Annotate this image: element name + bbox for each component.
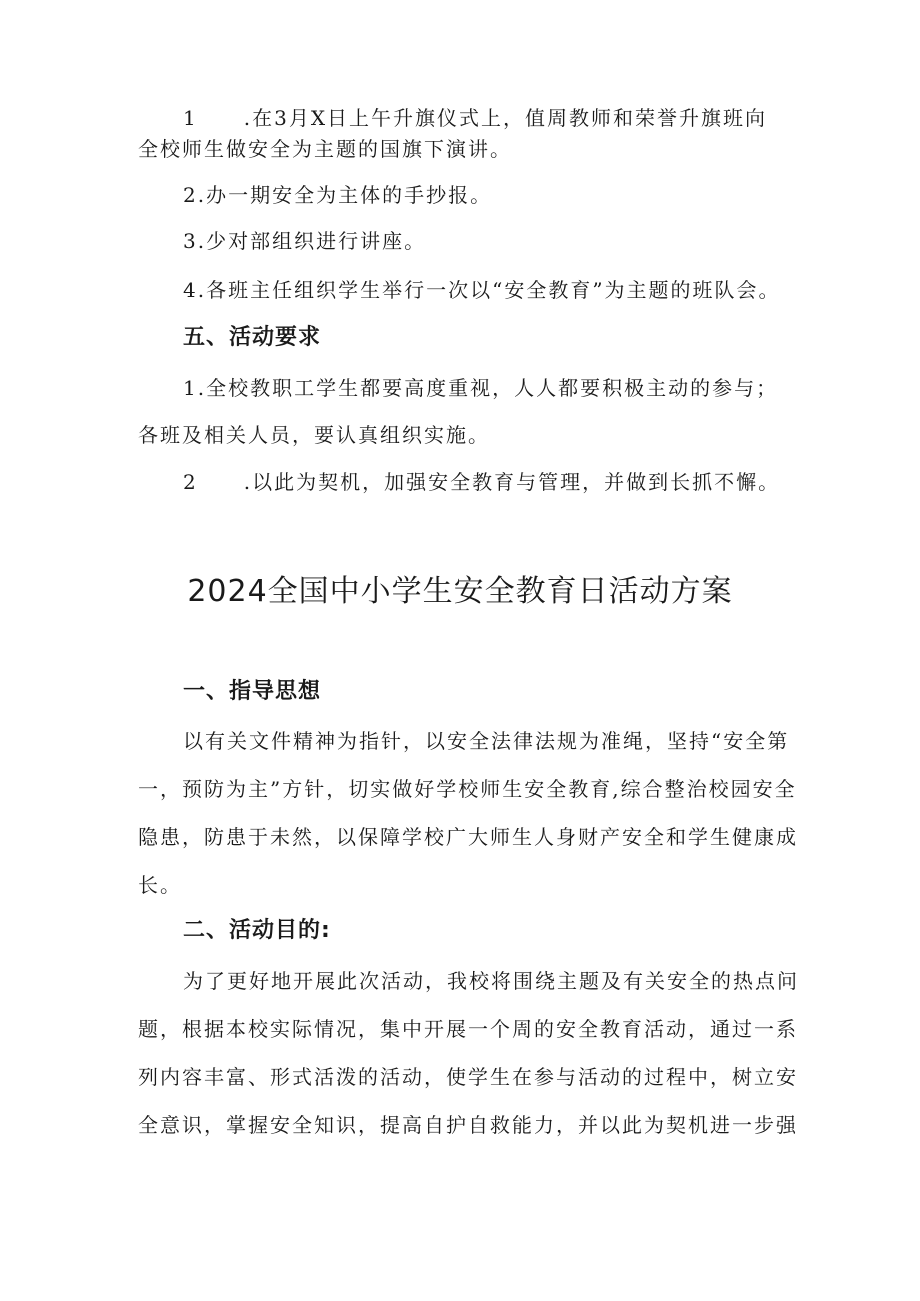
- paragraph-line: 以有关文件精神为指针，以安全法律法规为准绳，坚持“安全第: [183, 729, 790, 753]
- list-number: 2: [183, 183, 198, 207]
- list-text: .以此为契机，加强安全教育与管理，并做到长抓不懈。: [243, 470, 781, 494]
- list-text: .各班主任组织学生举行一次以“安全教育”为主题的班队会。: [197, 278, 781, 302]
- list-number: 2: [183, 470, 198, 494]
- paragraph-line: 全意识，掌握安全知识，提高自护自救能力，并以此为契机进一步强: [138, 1113, 798, 1137]
- paragraph-line: 为了更好地开展此次活动，我校将围绕主题及有关安全的热点问: [183, 969, 799, 993]
- list-item-2: [183, 183, 843, 207]
- list-text: .少对部组织进行讲座。: [197, 229, 427, 253]
- list-text: .办一期安全为主体的手抄报。: [197, 183, 493, 207]
- list-item-3: [183, 229, 843, 253]
- list-text: .在3月X日上午升旗仪式上，值周教师和荣誉升旗班向: [243, 106, 768, 130]
- section-heading-five: 五、活动要求: [183, 325, 322, 350]
- list-item-4: [183, 278, 843, 302]
- requirement-item-2: [183, 470, 843, 494]
- list-number: 4: [183, 278, 198, 302]
- list-text: .全校教职工学生都要高度重视，人人都要积极主动的参与；: [197, 376, 779, 400]
- paragraph-line: 一，预防为主”方针，切实做好学校师生安全教育,综合整治校园安全: [138, 777, 797, 801]
- paragraph-line: 隐患，防患于未然，以保障学校广大师生人身财产安全和学生健康成: [138, 825, 798, 849]
- list-number: 3: [183, 229, 198, 253]
- list-number: 1: [183, 376, 198, 400]
- paragraph-line: 长。: [138, 873, 182, 897]
- list-item-1-line-2: 全校师生做安全为主题的国旗下演讲。: [138, 137, 512, 161]
- requirement-item-1-line-1: [183, 376, 843, 400]
- section-heading-two: 二、活动目的:: [183, 918, 331, 943]
- list-item-1-line-1: [183, 106, 843, 130]
- list-number: 1: [183, 106, 198, 130]
- paragraph-line: 列内容丰富、形式活泼的活动，使学生在参与活动的过程中，树立安: [138, 1065, 798, 1089]
- section-heading-one: 一、指导思想: [183, 679, 322, 704]
- document-title: 2024全国中小学生安全教育日活动方案: [187, 574, 733, 609]
- paragraph-line: 题，根据本校实际情况，集中开展一个周的安全教育活动，通过一系: [138, 1017, 798, 1041]
- requirement-item-1-line-2: 各班及相关人员，要认真组织实施。: [138, 423, 490, 447]
